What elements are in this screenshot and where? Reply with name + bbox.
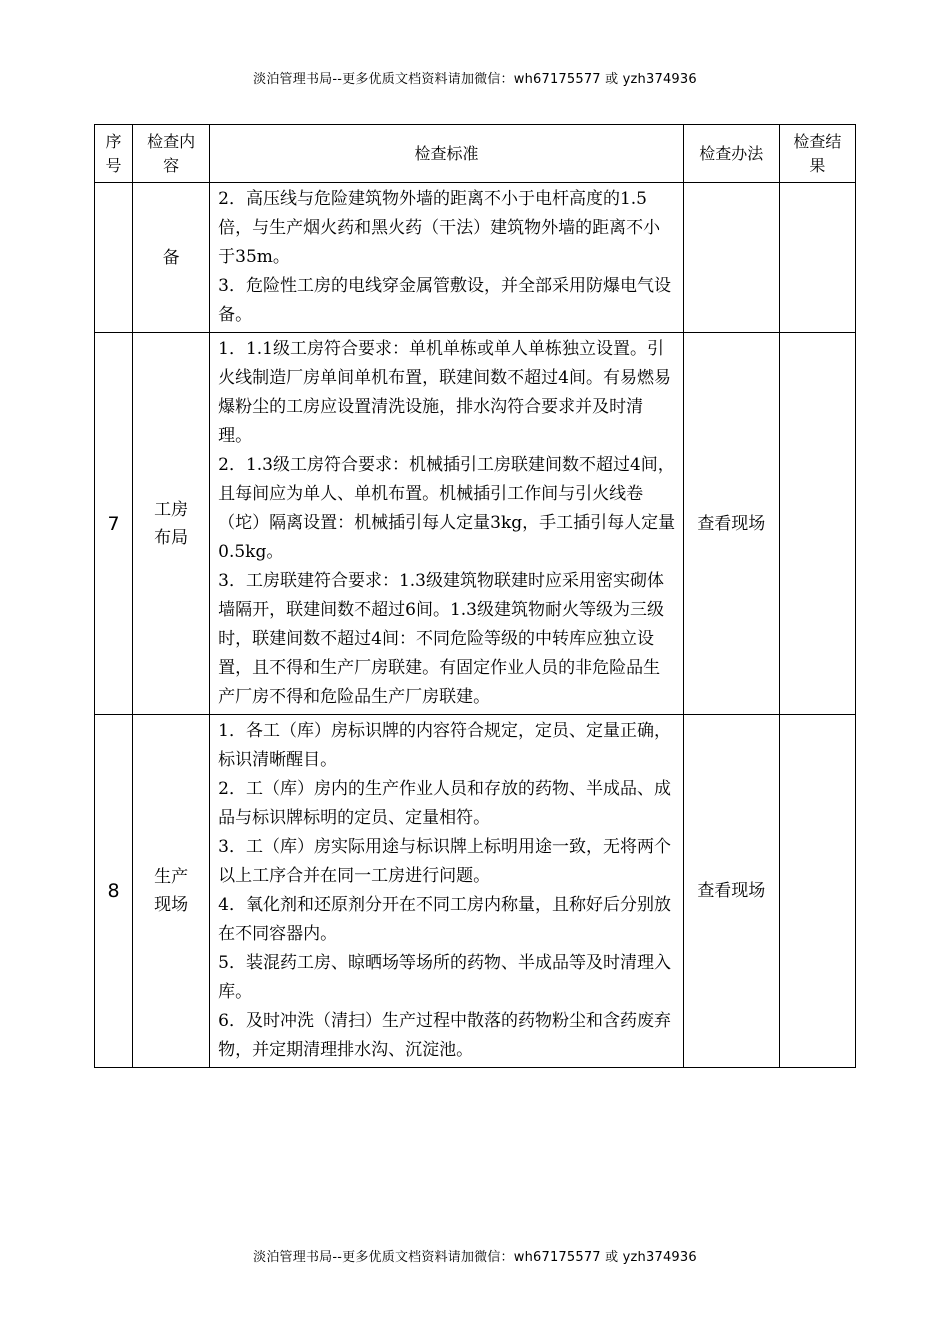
row-result — [779, 183, 855, 333]
row-result — [779, 333, 855, 715]
standard-line: 4．氧化剂和还原剂分开在不同工房内称量，且称好后分别放在不同容器内。 — [218, 895, 671, 944]
header-item: 检查内容 — [133, 125, 210, 183]
header-seq: 序号 — [95, 125, 133, 183]
row-method: 查看现场 — [683, 715, 779, 1068]
standard-line: 2．高压线与危险建筑物外墙的距离不小于电杆高度的1.5倍，与生产烟火药和黑火药（干法）建筑物外墙的距离不小于35m。 — [218, 189, 661, 267]
inspection-table — [94, 124, 856, 1068]
row-standard — [210, 333, 684, 715]
table-row — [95, 715, 856, 1068]
row-seq: 7 — [95, 333, 133, 715]
page-footer: 淡泊管理书局--更多优质文档资料请加微信：wh67175577 或 yzh374936 — [253, 1250, 697, 1265]
standard-line: 3．危险性工房的电线穿金属管敷设，并全部采用防爆电气设备。 — [218, 276, 671, 325]
standard-line: 2．1.3级工房符合要求：机械插引工房联建间数不超过4间，且每间应为单人、单机布置。机械插引工作间与引火线卷（坨）隔离设置：机械插引每人定量3kg，手工插引每人定量0.5kg。 — [218, 455, 676, 562]
standard-line: 6．及时冲洗（清扫）生产过程中散落的药物粉尘和含药废弃物，并定期清理排水沟、沉淀池。 — [218, 1011, 671, 1060]
standard-line: 1．各工（库）房标识牌的内容符合规定，定员、定量正确，标识清晰醒目。 — [218, 721, 671, 770]
row-method — [683, 183, 779, 333]
table-row — [95, 333, 856, 715]
standard-line: 1．1.1级工房符合要求：单机单栋或单人单栋独立设置。引火线制造厂房单间单机布置，联建间数不超过4间。有易燃易爆粉尘的工房应设置清洗设施，排水沟符合要求并及时清理。 — [218, 339, 671, 446]
table-header-row — [95, 125, 856, 183]
standard-line: 2．工（库）房内的生产作业人员和存放的药物、半成品、成品与标识牌标明的定员、定量相符。 — [218, 779, 671, 828]
row-standard — [210, 715, 684, 1068]
header-method: 检查办法 — [683, 125, 779, 183]
row-result — [779, 715, 855, 1068]
row-item: 备 — [133, 183, 210, 333]
row-method: 查看现场 — [683, 333, 779, 715]
header-result: 检查结果 — [779, 125, 855, 183]
row-seq: 8 — [95, 715, 133, 1068]
standard-line: 5．装混药工房、晾晒场等场所的药物、半成品等及时清理入库。 — [218, 953, 671, 1002]
header-standard: 检查标准 — [210, 125, 684, 183]
row-seq — [95, 183, 133, 333]
row-item: 工房布局 — [133, 333, 210, 715]
standard-line: 3．工房联建符合要求：1.3级建筑物联建时应采用密实砌体墙隔开，联建间数不超过6间。1.3级建筑物耐火等级为三级时，联建间数不超过4间：不同危险等级的中转库应独立设置，且不得和生产厂房联建。有固定作业人员的非危险品生产厂房不得和危险品生产厂房联建。 — [218, 571, 664, 707]
page-header: 淡泊管理书局--更多优质文档资料请加微信：wh67175577 或 yzh374936 — [253, 72, 697, 87]
table-row — [95, 183, 856, 333]
standard-line: 3．工（库）房实际用途与标识牌上标明用途一致，无将两个以上工序合并在同一工房进行问题。 — [218, 837, 671, 886]
row-item: 生产现场 — [133, 715, 210, 1068]
row-standard — [210, 183, 684, 333]
